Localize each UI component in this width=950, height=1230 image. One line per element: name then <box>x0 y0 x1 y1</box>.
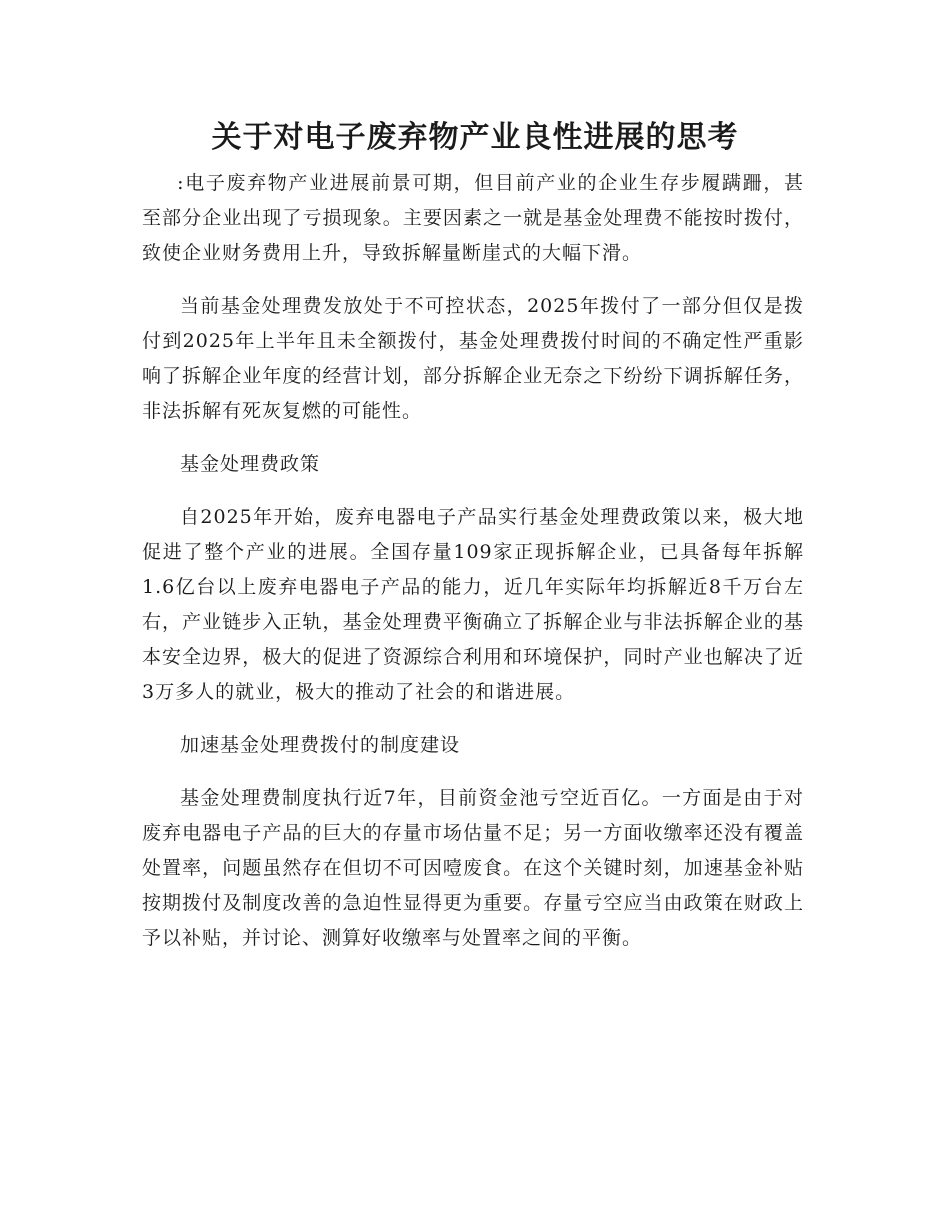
paragraph-intro: :电子废弃物产业进展前景可期，但目前产业的企业生存步履蹒跚，甚至部分企业出现了亏损现象。主要因素之一就是基金处理费不能按时拨付，致使企业财务费用上升，导致拆解量断崖式的大幅下滑。 <box>142 172 804 264</box>
paragraph-fund-policy: 自2025年开始，废弃电器电子产品实行基金处理费政策以来，极大地促进了整个产业的进展。全国存量109家正现拆解企业，已具备每年拆解1.6亿台以上废弃电器电子产品的能力，近几年实际年均拆解近8千万台左右，产业链步入正轨，基金处理费平衡确立了拆解企业与非法拆解企业的基本安全边界，极大的促进了资源综合利用和环境保护，同时产业也解决了近3万多人的就业，极大的推动了社会的和谐进展。 <box>142 506 804 703</box>
document-body <box>142 166 804 974</box>
paragraph-system-building: 基金处理费制度执行近7年，目前资金池亏空近百亿。一方面是由于对废弃电器电子产品的巨大的存量市场估量不足；另一方面收缴率还没有覆盖处置率，问题虽然存在但切不可因噎废食。在这个关键时刻，加速基金补贴按期拨付及制度改善的急迫性显得更为重要。存量亏空应当由政策在财政上予以补贴，并讨论、测算好收缴率与处置率之间的平衡。 <box>142 787 804 949</box>
section-heading-fund-policy: 基金处理费政策 <box>180 453 321 475</box>
document-title: 关于对电子废弃物产业良性进展的思考 <box>211 120 739 155</box>
section-heading-system-building: 加速基金处理费拨付的制度建设 <box>180 734 461 756</box>
paragraph-current-status: 当前基金处理费发放处于不可控状态，2025年拨付了一部分但仅是拨付到2025年上半年且未全额拨付，基金处理费拨付时间的不确定性严重影响了拆解企业年度的经营计划，部分拆解企业无奈之下纷纷下调拆解任务，非法拆解有死灰复燃的可能性。 <box>142 295 804 422</box>
